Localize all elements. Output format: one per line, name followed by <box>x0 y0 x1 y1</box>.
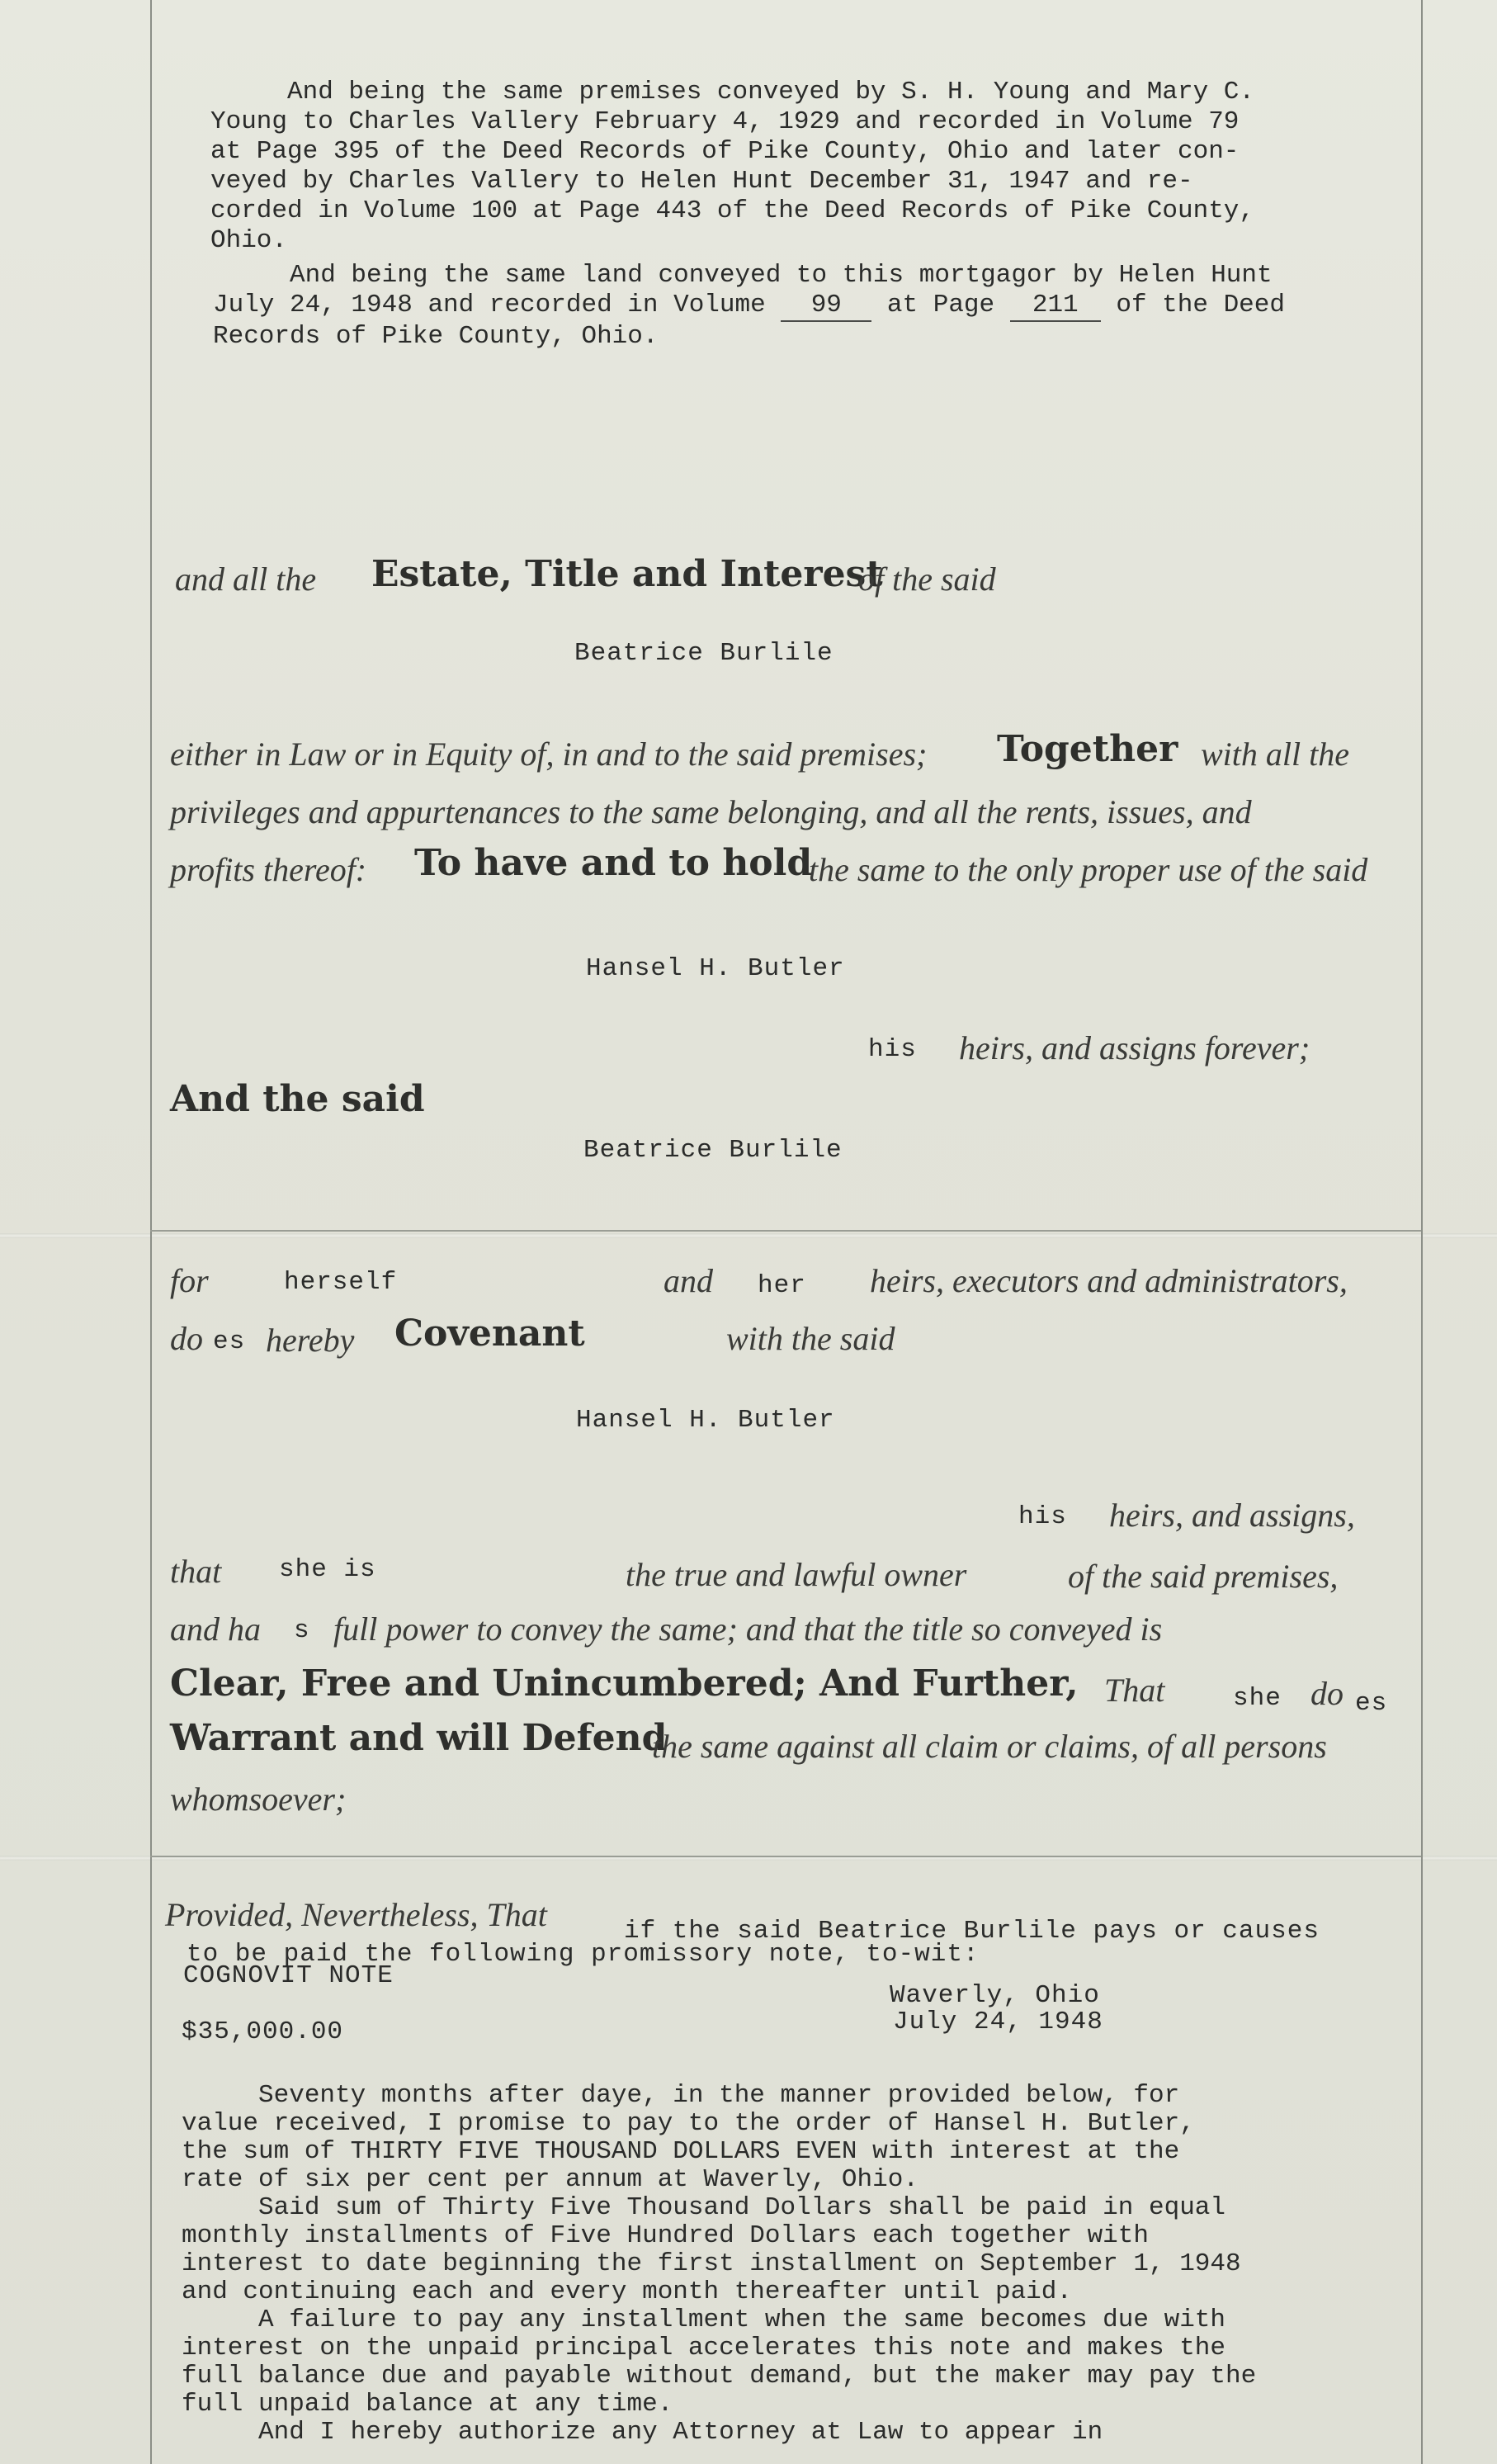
note-amount: $35,000.00 <box>182 2017 344 2046</box>
text-fragment: July 24, 1948 and recorded in Volume <box>213 291 782 319</box>
fill-in-word: es <box>213 1327 246 1356</box>
script-text: the same to the only proper use of the said <box>809 851 1368 888</box>
script-text: heirs, executors and administrators, <box>870 1262 1348 1299</box>
script-text: with all the <box>1201 735 1349 773</box>
left-margin-rule <box>150 0 152 2464</box>
text-line: interest on the unpaid principal accelerates this note and makes the <box>182 2334 1226 2362</box>
paper-fold <box>0 1233 1497 1238</box>
script-text: and <box>663 1262 713 1299</box>
text-line: Young to Charles Vallery February 4, 1929 and recorded in Volume 79 <box>210 107 1240 136</box>
grantee-name: Hansel H. Butler <box>586 954 845 983</box>
text-line: the sum of THIRTY FIVE THOUSAND DOLLARS EVEN with interest at the <box>182 2137 1180 2166</box>
text-line: And I hereby authorize any Attorney at Law to appear in <box>182 2418 1103 2447</box>
script-text: heirs, and assigns, <box>1109 1497 1355 1534</box>
blackletter-heading: Warrant and will Defend <box>170 1717 668 1759</box>
script-text: of the said <box>858 560 996 598</box>
text-line: Said sum of Thirty Five Thousand Dollars shall be paid in equal <box>182 2193 1226 2222</box>
blackletter-heading: To have and to hold <box>414 842 813 884</box>
mortgagor-conveyance-paragraph <box>213 261 1285 352</box>
script-text: and ha <box>170 1610 261 1648</box>
note-date: July 24, 1948 <box>893 2008 1103 2036</box>
grantor-name: Beatrice Burlile <box>574 639 834 668</box>
blackletter-heading: Covenant <box>394 1312 585 1355</box>
note-place: Waverly, Ohio <box>890 1981 1100 2010</box>
script-text: heirs, and assigns forever; <box>959 1029 1310 1066</box>
script-text: That <box>1104 1672 1165 1709</box>
script-text: Provided, Nevertheless, That <box>165 1896 547 1933</box>
section-rule <box>150 1856 1421 1857</box>
script-text: with the said <box>726 1320 895 1357</box>
script-text: of the said premises, <box>1068 1558 1339 1595</box>
script-text: for <box>170 1262 209 1299</box>
text-line: rate of six per cent per annum at Waverly, Ohio. <box>182 2165 919 2194</box>
fill-in-word: she <box>1233 1684 1282 1713</box>
script-text: profits thereof: <box>170 851 367 888</box>
grantee-name: Hansel H. Butler <box>576 1406 835 1435</box>
text-fragment: of the Deed <box>1100 291 1285 319</box>
text-line: Seventy months after daye, in the manner provided below, for <box>182 2081 1180 2110</box>
text-line: And being the same premises conveyed by S. H. Young and Mary C. <box>210 78 1255 106</box>
text-line: veyed by Charles Vallery to Helen Hunt December 31, 1947 and re- <box>210 167 1193 196</box>
fill-in-word: s <box>294 1616 310 1645</box>
script-text: do <box>170 1320 203 1357</box>
text-line: corded in Volume 100 at Page 443 of the Deed Records of Pike County, <box>210 196 1255 225</box>
text-line: Records of Pike County, Ohio. <box>213 322 659 351</box>
text-line: A failure to pay any installment when the same becomes due with <box>182 2306 1226 2334</box>
blackletter-heading: And the said <box>170 1078 425 1120</box>
section-rule <box>150 1230 1421 1232</box>
pronoun: his <box>868 1035 917 1064</box>
text-line: monthly installments of Five Hundred Dollars each together with <box>182 2221 1149 2250</box>
script-text: that <box>170 1553 222 1590</box>
text-fragment: at Page <box>871 291 1010 319</box>
text-line: Ohio. <box>210 226 288 255</box>
blackletter-heading: Estate, Title and Interest <box>371 553 883 595</box>
grantor-name: Beatrice Burlile <box>583 1136 843 1165</box>
text-line: value received, I promise to pay to the order of Hansel H. Butler, <box>182 2109 1195 2138</box>
text-line: and continuing each and every month thereafter until paid. <box>182 2277 1072 2306</box>
script-text: full power to convey the same; and that the title so conveyed is <box>333 1610 1163 1648</box>
text-line: interest to date beginning the first installment on September 1, 1948 <box>182 2249 1241 2278</box>
script-text: do <box>1310 1675 1344 1712</box>
script-text: and all the <box>175 560 317 598</box>
fill-in-word: her <box>758 1271 806 1300</box>
note-body <box>182 2082 1256 2447</box>
fill-in-word: herself <box>284 1268 398 1297</box>
note-title: COGNOVIT NOTE <box>183 1961 394 1990</box>
deed-history-paragraph <box>210 78 1254 256</box>
text-line: full balance due and payable without demand, but the maker may pay the <box>182 2362 1257 2391</box>
script-text: the true and lawful owner <box>626 1556 967 1593</box>
page-blank: 211 <box>1010 291 1101 322</box>
text-line: to be paid the following promissory note, to-wit: <box>187 1940 980 1969</box>
script-text: hereby <box>266 1322 355 1359</box>
script-text: privileges and appurtenances to the same belonging, and all the rents, issues, and <box>170 793 1252 830</box>
script-text: whomsoever; <box>170 1781 347 1818</box>
fill-in-word: es <box>1355 1689 1388 1718</box>
script-text: the same against all claim or claims, of all persons <box>652 1728 1327 1765</box>
text-line: if the said Beatrice Burlile pays or causes <box>624 1917 1320 1946</box>
text-line: at Page 395 of the Deed Records of Pike County, Ohio and later con- <box>210 137 1240 166</box>
volume-blank: 99 <box>781 291 871 322</box>
right-margin-rule <box>1421 0 1423 2464</box>
blackletter-heading: Together <box>997 728 1178 770</box>
fill-in-word: she is <box>279 1555 376 1584</box>
text-line <box>213 291 1285 322</box>
text-line: And being the same land conveyed to this mortgagor by Helen Hunt <box>213 261 1273 290</box>
script-text: either in Law or in Equity of, in and to the said premises; <box>170 735 928 773</box>
pronoun: his <box>1018 1502 1067 1531</box>
blackletter-heading: Clear, Free and Unincumbered; And Further, <box>170 1662 1079 1705</box>
text-line: full unpaid balance at any time. <box>182 2390 673 2419</box>
